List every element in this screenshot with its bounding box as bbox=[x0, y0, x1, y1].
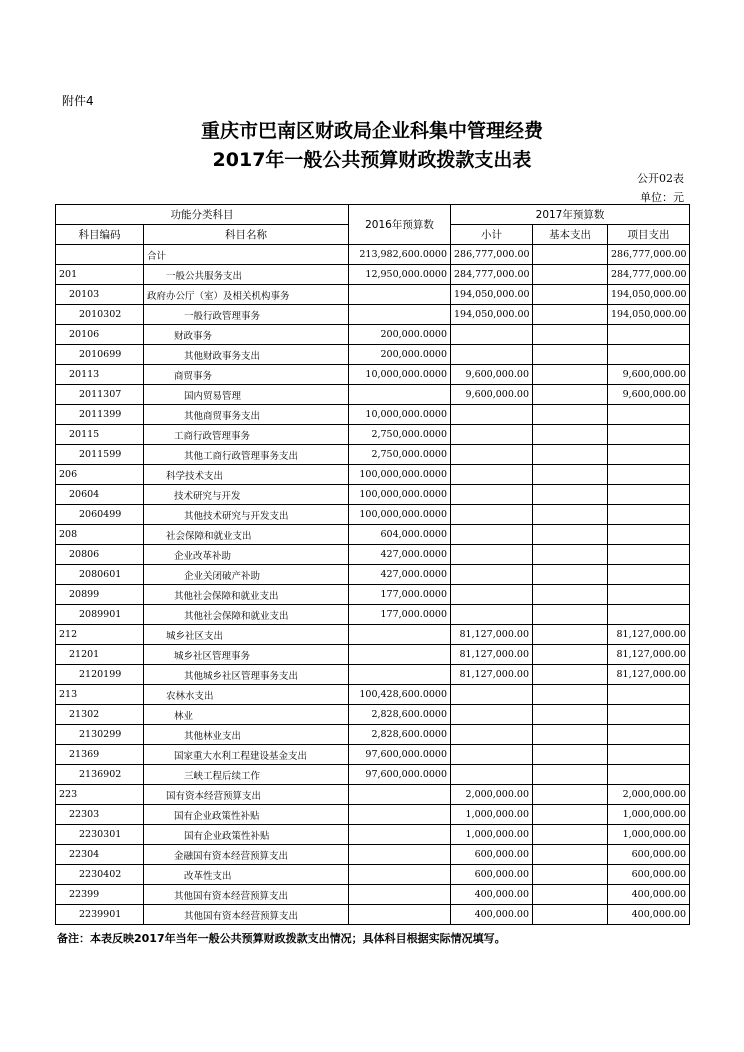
header-2016: 2016年预算数 bbox=[349, 205, 451, 245]
cell-subtotal: 400,000.00 bbox=[451, 885, 533, 905]
cell-project: 400,000.00 bbox=[608, 885, 690, 905]
cell-name: 其他国有资本经营预算支出 bbox=[144, 905, 349, 925]
cell-subtotal: 81,127,000.00 bbox=[451, 645, 533, 665]
cell-basic bbox=[533, 745, 608, 765]
cell-2016 bbox=[349, 665, 451, 685]
table-row bbox=[56, 425, 690, 445]
cell-subtotal: 194,050,000.00 bbox=[451, 285, 533, 305]
cell-2016: 10,000,000.0000 bbox=[349, 365, 451, 385]
attachment-label: 附件4 bbox=[62, 94, 94, 108]
cell-subtotal bbox=[451, 565, 533, 585]
cell-basic bbox=[533, 545, 608, 565]
cell-project bbox=[608, 705, 690, 725]
cell-2016: 604,000.0000 bbox=[349, 525, 451, 545]
table-row bbox=[56, 485, 690, 505]
cell-project bbox=[608, 425, 690, 445]
cell-project: 286,777,000.00 bbox=[608, 245, 690, 265]
cell-name: 城乡社区管理事务 bbox=[144, 645, 349, 665]
table-row bbox=[56, 625, 690, 645]
cell-name: 其他社会保障和就业支出 bbox=[144, 585, 349, 605]
cell-basic bbox=[533, 845, 608, 865]
cell-2016: 12,950,000.0000 bbox=[349, 265, 451, 285]
cell-2016 bbox=[349, 625, 451, 645]
table-row bbox=[56, 825, 690, 845]
cell-name: 其他商贸事务支出 bbox=[144, 405, 349, 425]
cell-project: 1,000,000.00 bbox=[608, 825, 690, 845]
cell-subtotal bbox=[451, 345, 533, 365]
cell-basic bbox=[533, 465, 608, 485]
cell-code: 21302 bbox=[56, 705, 144, 725]
cell-2016: 177,000.0000 bbox=[349, 585, 451, 605]
cell-basic bbox=[533, 585, 608, 605]
cell-name: 社会保障和就业支出 bbox=[144, 525, 349, 545]
cell-name: 城乡社区支出 bbox=[144, 625, 349, 645]
cell-name: 一般行政管理事务 bbox=[144, 305, 349, 325]
cell-project bbox=[608, 405, 690, 425]
cell-subtotal: 81,127,000.00 bbox=[451, 625, 533, 645]
cell-project: 2,000,000.00 bbox=[608, 785, 690, 805]
cell-code: 2120199 bbox=[56, 665, 144, 685]
cell-basic bbox=[533, 525, 608, 545]
cell-code: 206 bbox=[56, 465, 144, 485]
cell-subtotal bbox=[451, 405, 533, 425]
cell-code: 2011599 bbox=[56, 445, 144, 465]
cell-project: 81,127,000.00 bbox=[608, 665, 690, 685]
cell-basic bbox=[533, 805, 608, 825]
cell-project: 9,600,000.00 bbox=[608, 365, 690, 385]
cell-2016 bbox=[349, 285, 451, 305]
cell-2016 bbox=[349, 305, 451, 325]
cell-basic bbox=[533, 245, 608, 265]
cell-subtotal: 9,600,000.00 bbox=[451, 385, 533, 405]
cell-name: 其他社会保障和就业支出 bbox=[144, 605, 349, 625]
cell-basic bbox=[533, 445, 608, 465]
cell-basic bbox=[533, 285, 608, 305]
cell-name: 国有企业政策性补贴 bbox=[144, 805, 349, 825]
table-row bbox=[56, 785, 690, 805]
cell-code: 22304 bbox=[56, 845, 144, 865]
cell-name: 企业关闭破产补助 bbox=[144, 565, 349, 585]
cell-basic bbox=[533, 605, 608, 625]
cell-2016: 2,828,600.0000 bbox=[349, 725, 451, 745]
table-row bbox=[56, 265, 690, 285]
cell-subtotal bbox=[451, 505, 533, 525]
cell-name: 科学技术支出 bbox=[144, 465, 349, 485]
cell-project: 9,600,000.00 bbox=[608, 385, 690, 405]
header-basic: 基本支出 bbox=[533, 225, 608, 245]
cell-project bbox=[608, 605, 690, 625]
cell-code: 20106 bbox=[56, 325, 144, 345]
cell-name: 财政事务 bbox=[144, 325, 349, 345]
cell-basic bbox=[533, 345, 608, 365]
cell-subtotal bbox=[451, 705, 533, 725]
cell-project: 81,127,000.00 bbox=[608, 645, 690, 665]
table-row bbox=[56, 565, 690, 585]
cell-2016: 97,600,000.0000 bbox=[349, 765, 451, 785]
cell-code: 2060499 bbox=[56, 505, 144, 525]
cell-code: 2089901 bbox=[56, 605, 144, 625]
cell-subtotal: 2,000,000.00 bbox=[451, 785, 533, 805]
table-row bbox=[56, 865, 690, 885]
cell-2016: 100,000,000.0000 bbox=[349, 485, 451, 505]
table-row bbox=[56, 445, 690, 465]
cell-subtotal: 81,127,000.00 bbox=[451, 665, 533, 685]
cell-name: 技术研究与开发 bbox=[144, 485, 349, 505]
cell-code: 22399 bbox=[56, 885, 144, 905]
cell-project bbox=[608, 685, 690, 705]
cell-project bbox=[608, 725, 690, 745]
cell-subtotal bbox=[451, 765, 533, 785]
cell-subtotal bbox=[451, 725, 533, 745]
cell-basic bbox=[533, 785, 608, 805]
table-row bbox=[56, 405, 690, 425]
cell-project: 1,000,000.00 bbox=[608, 805, 690, 825]
header-func-class: 功能分类科目 bbox=[56, 205, 349, 225]
cell-name: 其他城乡社区管理事务支出 bbox=[144, 665, 349, 685]
cell-name: 农林水支出 bbox=[144, 685, 349, 705]
table-row bbox=[56, 465, 690, 485]
cell-basic bbox=[533, 885, 608, 905]
title-line-1: 重庆市巴南区财政局企业科集中管理经费 bbox=[200, 120, 543, 142]
cell-subtotal bbox=[451, 605, 533, 625]
cell-code: 20806 bbox=[56, 545, 144, 565]
cell-basic bbox=[533, 505, 608, 525]
cell-2016: 100,428,600.0000 bbox=[349, 685, 451, 705]
header-subtotal: 小计 bbox=[451, 225, 533, 245]
cell-project bbox=[608, 485, 690, 505]
cell-2016: 177,000.0000 bbox=[349, 605, 451, 625]
cell-subtotal: 9,600,000.00 bbox=[451, 365, 533, 385]
cell-code: 2011307 bbox=[56, 385, 144, 405]
cell-subtotal: 286,777,000.00 bbox=[451, 245, 533, 265]
cell-2016 bbox=[349, 785, 451, 805]
cell-2016: 97,600,000.0000 bbox=[349, 745, 451, 765]
cell-code: 20115 bbox=[56, 425, 144, 445]
cell-project: 284,777,000.00 bbox=[608, 265, 690, 285]
cell-project bbox=[608, 765, 690, 785]
cell-2016: 427,000.0000 bbox=[349, 565, 451, 585]
cell-subtotal: 1,000,000.00 bbox=[451, 825, 533, 845]
cell-name: 林业 bbox=[144, 705, 349, 725]
cell-2016 bbox=[349, 905, 451, 925]
table-row bbox=[56, 305, 690, 325]
table-row bbox=[56, 365, 690, 385]
cell-subtotal bbox=[451, 745, 533, 765]
table-row bbox=[56, 725, 690, 745]
cell-2016: 200,000.0000 bbox=[349, 345, 451, 365]
table-row bbox=[56, 705, 690, 725]
cell-basic bbox=[533, 385, 608, 405]
cell-project bbox=[608, 585, 690, 605]
table-row bbox=[56, 765, 690, 785]
cell-code: 2011399 bbox=[56, 405, 144, 425]
cell-project bbox=[608, 345, 690, 365]
cell-2016: 2,750,000.0000 bbox=[349, 445, 451, 465]
cell-subtotal: 600,000.00 bbox=[451, 845, 533, 865]
cell-name: 国家重大水利工程建设基金支出 bbox=[144, 745, 349, 765]
cell-subtotal: 284,777,000.00 bbox=[451, 265, 533, 285]
cell-project: 194,050,000.00 bbox=[608, 285, 690, 305]
cell-basic bbox=[533, 425, 608, 445]
cell-name: 国有企业政策性补贴 bbox=[144, 825, 349, 845]
cell-basic bbox=[533, 865, 608, 885]
cell-project: 194,050,000.00 bbox=[608, 305, 690, 325]
cell-2016: 2,750,000.0000 bbox=[349, 425, 451, 445]
cell-2016: 100,000,000.0000 bbox=[349, 505, 451, 525]
cell-project: 600,000.00 bbox=[608, 845, 690, 865]
cell-name: 合计 bbox=[144, 245, 349, 265]
cell-basic bbox=[533, 905, 608, 925]
cell-subtotal bbox=[451, 685, 533, 705]
cell-2016 bbox=[349, 385, 451, 405]
table-row bbox=[56, 845, 690, 865]
cell-code: 208 bbox=[56, 525, 144, 545]
cell-basic bbox=[533, 325, 608, 345]
cell-project bbox=[608, 745, 690, 765]
unit-label: 单位：元 bbox=[640, 191, 684, 204]
title-line-2: 2017年一般公共预算财政拨款支出表 bbox=[212, 149, 532, 171]
table-row bbox=[56, 525, 690, 545]
cell-project bbox=[608, 505, 690, 525]
table-row bbox=[56, 605, 690, 625]
cell-2016: 213,982,600.0000 bbox=[349, 245, 451, 265]
cell-code: 20604 bbox=[56, 485, 144, 505]
header-code: 科目编码 bbox=[56, 225, 144, 245]
header-name: 科目名称 bbox=[144, 225, 349, 245]
table-row bbox=[56, 245, 690, 265]
cell-code: 22303 bbox=[56, 805, 144, 825]
cell-code: 2080601 bbox=[56, 565, 144, 585]
cell-project: 400,000.00 bbox=[608, 905, 690, 925]
cell-basic bbox=[533, 685, 608, 705]
table-row bbox=[56, 385, 690, 405]
cell-subtotal: 194,050,000.00 bbox=[451, 305, 533, 325]
table-row bbox=[56, 745, 690, 765]
cell-subtotal bbox=[451, 445, 533, 465]
cell-2016: 100,000,000.0000 bbox=[349, 465, 451, 485]
cell-code: 21369 bbox=[56, 745, 144, 765]
cell-name: 国有资本经营预算支出 bbox=[144, 785, 349, 805]
cell-code: 212 bbox=[56, 625, 144, 645]
table-row bbox=[56, 325, 690, 345]
cell-subtotal bbox=[451, 545, 533, 565]
cell-name: 其他国有资本经营预算支出 bbox=[144, 885, 349, 905]
cell-2016 bbox=[349, 825, 451, 845]
cell-basic bbox=[533, 725, 608, 745]
cell-code: 201 bbox=[56, 265, 144, 285]
table-row bbox=[56, 905, 690, 925]
cell-subtotal bbox=[451, 485, 533, 505]
cell-2016 bbox=[349, 865, 451, 885]
cell-project bbox=[608, 525, 690, 545]
table-row bbox=[56, 665, 690, 685]
cell-name: 其他工商行政管理事务支出 bbox=[144, 445, 349, 465]
cell-basic bbox=[533, 825, 608, 845]
cell-subtotal bbox=[451, 585, 533, 605]
cell-name: 一般公共服务支出 bbox=[144, 265, 349, 285]
cell-basic bbox=[533, 405, 608, 425]
cell-subtotal bbox=[451, 425, 533, 445]
cell-subtotal bbox=[451, 465, 533, 485]
table-row bbox=[56, 505, 690, 525]
cell-code: 2136902 bbox=[56, 765, 144, 785]
cell-2016: 200,000.0000 bbox=[349, 325, 451, 345]
cell-subtotal bbox=[451, 525, 533, 545]
cell-code: 223 bbox=[56, 785, 144, 805]
cell-basic bbox=[533, 365, 608, 385]
cell-2016 bbox=[349, 645, 451, 665]
table-row bbox=[56, 685, 690, 705]
table-body bbox=[56, 245, 690, 925]
cell-project bbox=[608, 445, 690, 465]
cell-code: 2230402 bbox=[56, 865, 144, 885]
table-row bbox=[56, 345, 690, 365]
cell-basic bbox=[533, 765, 608, 785]
cell-2016: 2,828,600.0000 bbox=[349, 705, 451, 725]
cell-code: 213 bbox=[56, 685, 144, 705]
cell-code: 20103 bbox=[56, 285, 144, 305]
cell-project bbox=[608, 465, 690, 485]
cell-code: 2010699 bbox=[56, 345, 144, 365]
form-number: 公开02表 bbox=[637, 172, 684, 185]
header-project: 项目支出 bbox=[608, 225, 690, 245]
table-row bbox=[56, 585, 690, 605]
cell-basic bbox=[533, 665, 608, 685]
cell-basic bbox=[533, 265, 608, 285]
cell-code: 2010302 bbox=[56, 305, 144, 325]
cell-name: 国内贸易管理 bbox=[144, 385, 349, 405]
cell-code: 2239901 bbox=[56, 905, 144, 925]
cell-name: 其他技术研究与开发支出 bbox=[144, 505, 349, 525]
cell-project bbox=[608, 545, 690, 565]
cell-name: 三峡工程后续工作 bbox=[144, 765, 349, 785]
table-row bbox=[56, 885, 690, 905]
cell-project: 81,127,000.00 bbox=[608, 625, 690, 645]
cell-code: 20113 bbox=[56, 365, 144, 385]
cell-subtotal: 1,000,000.00 bbox=[451, 805, 533, 825]
cell-2016 bbox=[349, 845, 451, 865]
cell-basic bbox=[533, 485, 608, 505]
budget-table bbox=[55, 204, 690, 925]
cell-subtotal: 400,000.00 bbox=[451, 905, 533, 925]
cell-2016 bbox=[349, 805, 451, 825]
cell-code: 20899 bbox=[56, 585, 144, 605]
table-row bbox=[56, 805, 690, 825]
cell-name: 金融国有资本经营预算支出 bbox=[144, 845, 349, 865]
cell-name: 政府办公厅（室）及相关机构事务 bbox=[144, 285, 349, 305]
cell-code: 2230301 bbox=[56, 825, 144, 845]
cell-2016 bbox=[349, 885, 451, 905]
cell-name: 商贸事务 bbox=[144, 365, 349, 385]
table-row bbox=[56, 285, 690, 305]
cell-project bbox=[608, 565, 690, 585]
table-row bbox=[56, 545, 690, 565]
cell-basic bbox=[533, 645, 608, 665]
header-2017: 2017年预算数 bbox=[451, 205, 690, 225]
cell-code bbox=[56, 245, 144, 265]
cell-project bbox=[608, 325, 690, 345]
cell-name: 其他林业支出 bbox=[144, 725, 349, 745]
cell-basic bbox=[533, 305, 608, 325]
cell-name: 工商行政管理事务 bbox=[144, 425, 349, 445]
cell-basic bbox=[533, 625, 608, 645]
cell-2016: 10,000,000.0000 bbox=[349, 405, 451, 425]
cell-name: 企业改革补助 bbox=[144, 545, 349, 565]
table-row bbox=[56, 645, 690, 665]
footnote: 备注：本表反映2017年当年一般公共预算财政拨款支出情况；具体科目根据实际情况填写。 bbox=[57, 932, 506, 945]
cell-code: 21201 bbox=[56, 645, 144, 665]
cell-name: 其他财政事务支出 bbox=[144, 345, 349, 365]
cell-subtotal: 600,000.00 bbox=[451, 865, 533, 885]
cell-name: 改革性支出 bbox=[144, 865, 349, 885]
cell-project: 600,000.00 bbox=[608, 865, 690, 885]
cell-2016: 427,000.0000 bbox=[349, 545, 451, 565]
cell-code: 2130299 bbox=[56, 725, 144, 745]
cell-basic bbox=[533, 565, 608, 585]
cell-subtotal bbox=[451, 325, 533, 345]
cell-basic bbox=[533, 705, 608, 725]
